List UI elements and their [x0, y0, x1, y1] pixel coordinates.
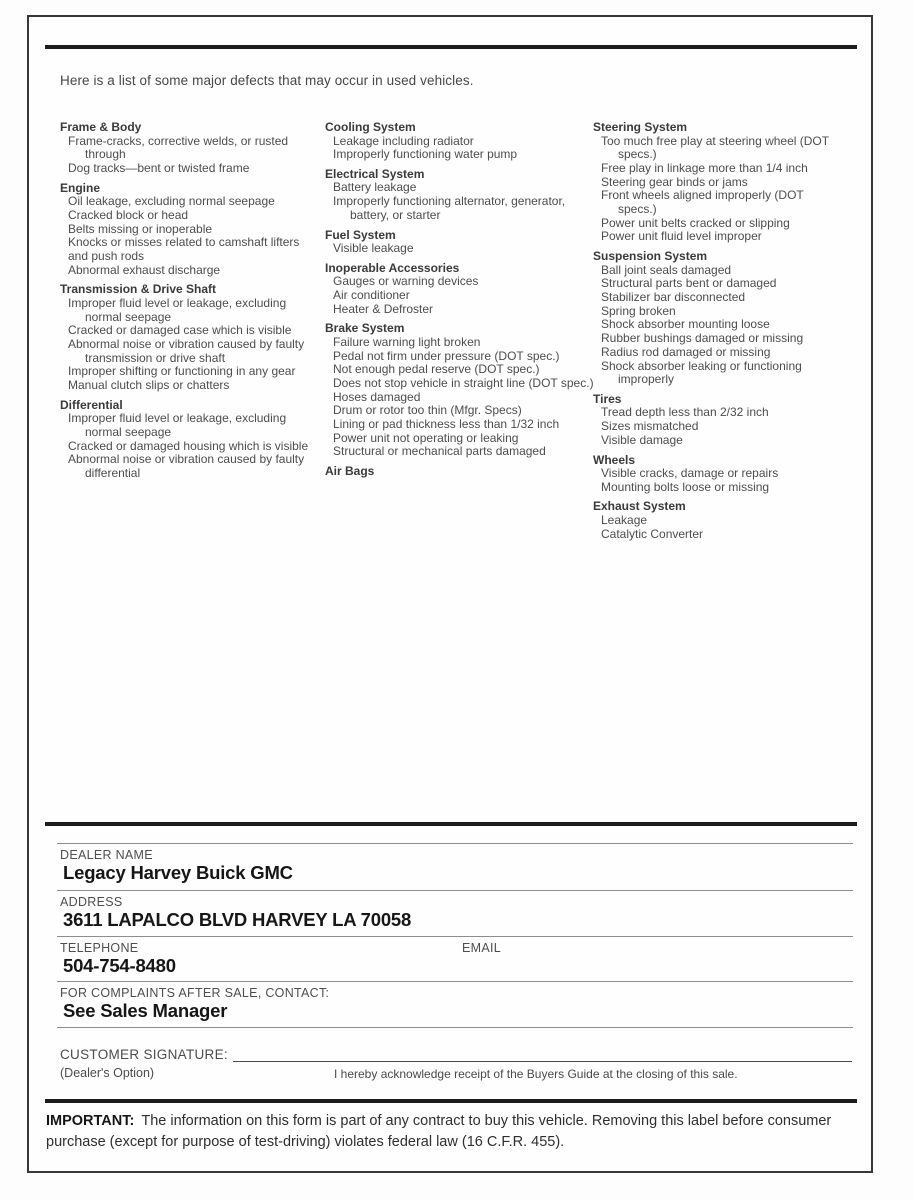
complaints-value: See Sales Manager — [63, 1000, 228, 1021]
defect-item: Leakage including radiator — [333, 133, 474, 148]
defect-item: Spring broken — [601, 303, 676, 318]
defect-category-title: Tires — [593, 391, 622, 406]
defect-item: Oil leakage, excluding normal seepage — [68, 194, 275, 209]
defect-item: Abnormal noise or vibration caused by faulty transmission or drive shaft — [68, 336, 305, 365]
defect-item: Cracked or damaged case which is visible — [68, 323, 292, 338]
important-notice — [46, 1111, 846, 1153]
defect-item: Improperly functioning alternator, generator, battery, or starter — [333, 194, 566, 222]
defect-item: Power unit fluid level improper — [601, 229, 762, 244]
defect-item: Shock absorber mounting loose — [601, 317, 770, 332]
dealer-section-divider-rule — [45, 822, 857, 826]
telephone-value: 504-754-8480 — [63, 955, 176, 976]
defect-item: Visible leakage — [333, 241, 414, 256]
defect-section — [60, 282, 312, 392]
dealer-name-row — [57, 843, 853, 890]
defect-category-title: Engine — [60, 180, 101, 195]
defect-section — [325, 464, 597, 479]
defect-item: Mounting bolts loose or missing — [601, 479, 770, 494]
defect-section — [325, 167, 597, 223]
defect-section — [325, 228, 597, 256]
defect-item: Leakage — [601, 512, 648, 527]
defect-item: Front wheels aligned improperly (DOT specs.) — [601, 188, 804, 217]
defect-item: Failure warning light broken — [333, 334, 481, 349]
defect-category-title: Frame & Body — [60, 120, 142, 134]
defect-item: Battery leakage — [333, 180, 417, 195]
defect-section — [593, 453, 836, 495]
defect-item: Drum or rotor too thin (Mfgr. Specs) — [333, 403, 522, 418]
defect-item: Not enough pedal reserve (DOT spec.) — [333, 362, 540, 377]
defect-item: Pedal not firm under pressure (DOT spec.) — [333, 348, 560, 363]
defect-item: Frame-cracks, corrective welds, or rusted through — [68, 133, 289, 162]
defect-category-title: Differential — [60, 397, 123, 412]
defect-section — [593, 249, 836, 387]
defect-item: Abnormal exhaust discharge — [68, 262, 221, 277]
defect-item: Power unit not operating or leaking — [333, 430, 519, 445]
defect-category-title: Electrical System — [325, 166, 425, 181]
defect-category-title: Wheels — [593, 452, 636, 467]
defects-column-2 — [325, 120, 597, 480]
defect-item: Catalytic Converter — [601, 526, 704, 541]
defect-item: Lining or pad thickness less than 1/32 inch — [333, 417, 560, 432]
defect-item: Abnormal noise or vibration caused by faulty differential — [68, 452, 305, 481]
defect-section — [325, 120, 597, 162]
defect-section — [593, 499, 836, 541]
telephone-email-row — [57, 936, 853, 981]
defect-item: Belts missing or inoperable — [68, 221, 213, 236]
defect-item: Improperly functioning water pump — [333, 147, 518, 162]
signature-subrow — [60, 1066, 852, 1084]
defect-category-title: Cooling System — [325, 120, 416, 134]
defect-item: Stabilizer bar disconnected — [601, 290, 746, 305]
defect-section — [593, 392, 836, 448]
defect-item: Manual clutch slips or chatters — [68, 378, 230, 393]
defect-category-title: Air Bags — [325, 464, 375, 479]
defect-section — [325, 321, 597, 459]
defect-section — [60, 120, 312, 176]
defect-item: Tread depth less than 2/32 inch — [601, 405, 769, 420]
defect-item: Visible cracks, damage or repairs — [601, 466, 779, 481]
important-label: IMPORTANT: — [46, 1113, 135, 1129]
signature-row — [60, 1047, 852, 1062]
intro-text: Here is a list of some major defects that may occur in used vehicles. — [60, 73, 474, 88]
customer-signature-label: CUSTOMER SIGNATURE: — [60, 1047, 228, 1062]
defect-item: Steering gear binds or jams — [601, 174, 748, 189]
defect-item: Shock absorber leaking or functioning improperly — [601, 358, 802, 387]
defect-item: Improper fluid level or leakage, excluding normal seepage — [68, 295, 287, 324]
defect-item: Cracked or damaged housing which is visible — [68, 438, 309, 453]
defect-item: Dog tracks—bent or twisted frame — [68, 160, 250, 175]
defect-category-title: Fuel System — [325, 227, 396, 242]
defect-item: Sizes mismatched — [601, 419, 699, 434]
defect-section — [60, 181, 312, 278]
dealer-name-value: Legacy Harvey Buick GMC — [63, 862, 293, 883]
defect-category-title: Inoperable Accessories — [325, 260, 460, 275]
defects-column-1 — [60, 120, 312, 482]
complaints-label: FOR COMPLAINTS AFTER SALE, CONTACT: — [60, 986, 330, 1000]
defect-item: Gauges or warning devices — [333, 274, 479, 289]
defect-item: Improper shifting or functioning in any gear — [68, 364, 296, 379]
acknowledgement-text: I hereby acknowledge receipt of the Buyers Guide at the closing of this sale. — [334, 1067, 738, 1081]
defect-item: Does not stop vehicle in straight line (DOT spec.) — [333, 375, 594, 390]
complaints-contact-row — [57, 981, 853, 1027]
defect-section — [593, 120, 836, 244]
dealer-info-fields — [57, 843, 853, 1028]
address-label: ADDRESS — [60, 895, 123, 909]
defect-section — [325, 261, 597, 317]
defect-item: Air conditioner — [333, 287, 410, 302]
telephone-label: TELEPHONE — [60, 941, 139, 955]
dealer-name-label: DEALER NAME — [60, 848, 153, 862]
email-label: EMAIL — [462, 941, 502, 955]
top-divider-rule — [45, 45, 857, 49]
defect-item: Ball joint seals damaged — [601, 262, 732, 277]
important-divider-rule — [45, 1099, 857, 1103]
defect-item: Structural or mechanical parts damaged — [333, 444, 546, 459]
defects-list — [60, 120, 852, 590]
defect-category-title: Transmission & Drive Shaft — [60, 282, 217, 297]
defect-item: Heater & Defroster — [333, 301, 434, 316]
defect-item: Free play in linkage more than 1/4 inch — [601, 160, 808, 175]
defect-item: Power unit belts cracked or slipping — [601, 215, 790, 230]
defect-category-title: Steering System — [593, 120, 688, 134]
dealers-option-note: (Dealer's Option) — [60, 1066, 155, 1080]
address-value: 3611 LAPALCO BLVD HARVEY LA 70058 — [63, 909, 412, 930]
defect-category-title: Exhaust System — [593, 499, 686, 514]
defect-category-title: Suspension System — [593, 249, 708, 264]
signature-line[interactable] — [233, 1047, 852, 1062]
defect-item: Cracked block or head — [68, 207, 189, 222]
defect-item: Radius rod damaged or missing — [601, 344, 771, 359]
defect-item: Visible damage — [601, 432, 683, 447]
defect-item: Knocks or misses related to camshaft lifters and push rods — [68, 235, 300, 263]
defect-item: Rubber bushings damaged or missing — [601, 331, 804, 346]
defect-item: Improper fluid level or leakage, excluding normal seepage — [68, 411, 287, 439]
address-row — [57, 890, 853, 936]
defect-category-title: Brake System — [325, 321, 405, 336]
customer-signature-block — [60, 1047, 852, 1084]
defect-section — [60, 398, 312, 481]
form-page — [27, 15, 873, 1173]
defect-item: Hoses damaged — [333, 389, 421, 404]
defect-item: Structural parts bent or damaged — [601, 276, 777, 291]
important-text: The information on this form is part of any contract to buy this vehicle. Removing this label before consumer purchase (except for purpose of test-driving) violates federal law (16 C.F.R. 455). — [46, 1113, 832, 1150]
defect-item: Too much free play at steering wheel (DOT specs.) — [601, 133, 829, 162]
defects-column-3 — [593, 120, 836, 542]
